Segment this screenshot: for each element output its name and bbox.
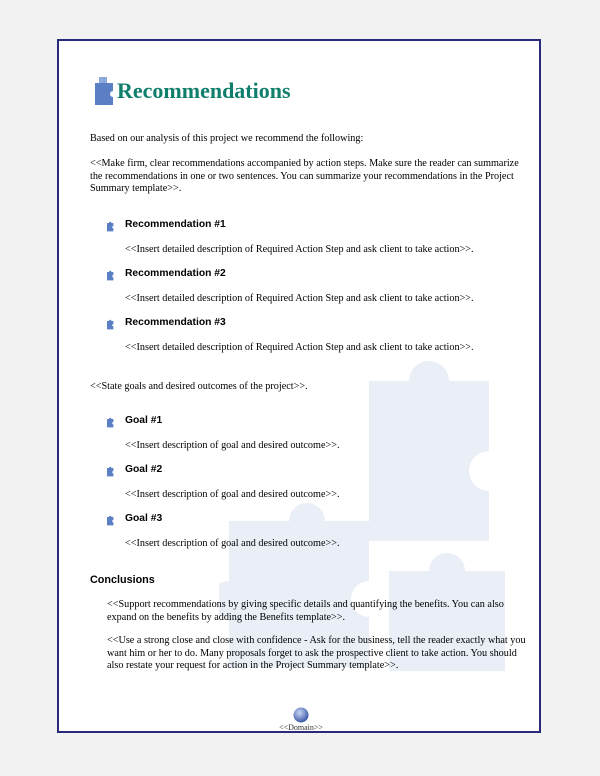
goal-2-desc: <<Insert description of goal and desired outcome>>. [125, 489, 340, 500]
goals-instructions: <<State goals and desired outcomes of the project>>. [90, 381, 308, 392]
goal-3-label: Goal #3 [125, 513, 163, 524]
footer-domain: <<Domain>> [279, 723, 323, 732]
goal-1-desc: <<Insert description of goal and desired outcome>>. [125, 440, 340, 451]
recommendation-3-desc: <<Insert detailed description of Required Action Step and ask client to take action>>. [125, 342, 474, 353]
puzzle-piece-icon [91, 73, 117, 109]
goal-1-label: Goal #1 [125, 415, 163, 426]
intro-text: Based on our analysis of this project we recommend the following: [90, 133, 364, 144]
goal-3-desc: <<Insert description of goal and desired outcome>>. [125, 538, 340, 549]
recommendation-1-desc: <<Insert detailed description of Required Action Step and ask client to take action>>. [125, 244, 474, 255]
document-page [57, 39, 541, 733]
puzzle-bullet-icon [105, 269, 115, 281]
puzzle-bullet-icon [105, 514, 115, 526]
recommendation-2-desc: <<Insert detailed description of Required Action Step and ask client to take action>>. [125, 293, 474, 304]
globe-icon [293, 707, 309, 723]
recommendation-1-label: Recommendation #1 [125, 219, 226, 230]
recommendations-instructions: <<Make firm, clear recommendations accompanied by action steps. Make sure the reader can summarize the recommendations in one or two sentences. You can summarize your recommendations in the Project Summary template>>. [90, 158, 519, 195]
puzzle-bullet-icon [105, 465, 115, 477]
conclusions-paragraph-2: <<Use a strong close and close with confidence - Ask for the business, tell the reader exactly what you want him or her to do. Many proposals forget to ask the prospective client to take action. You should also restate your request for action in the Project Summary template>>. [107, 635, 526, 672]
conclusions-heading: Conclusions [90, 574, 155, 586]
goal-2-label: Goal #2 [125, 464, 163, 475]
recommendation-3-label: Recommendation #3 [125, 317, 226, 328]
recommendation-2-label: Recommendation #2 [125, 268, 226, 279]
conclusions-paragraph-1: <<Support recommendations by giving specific details and quantifying the benefits. You can also expand on the benefits by adding the Benefits template>>. [107, 599, 504, 623]
page-title: Recommendations [117, 78, 291, 103]
puzzle-bullet-icon [105, 318, 115, 330]
puzzle-bullet-icon [105, 416, 115, 428]
puzzle-bullet-icon [105, 220, 115, 232]
